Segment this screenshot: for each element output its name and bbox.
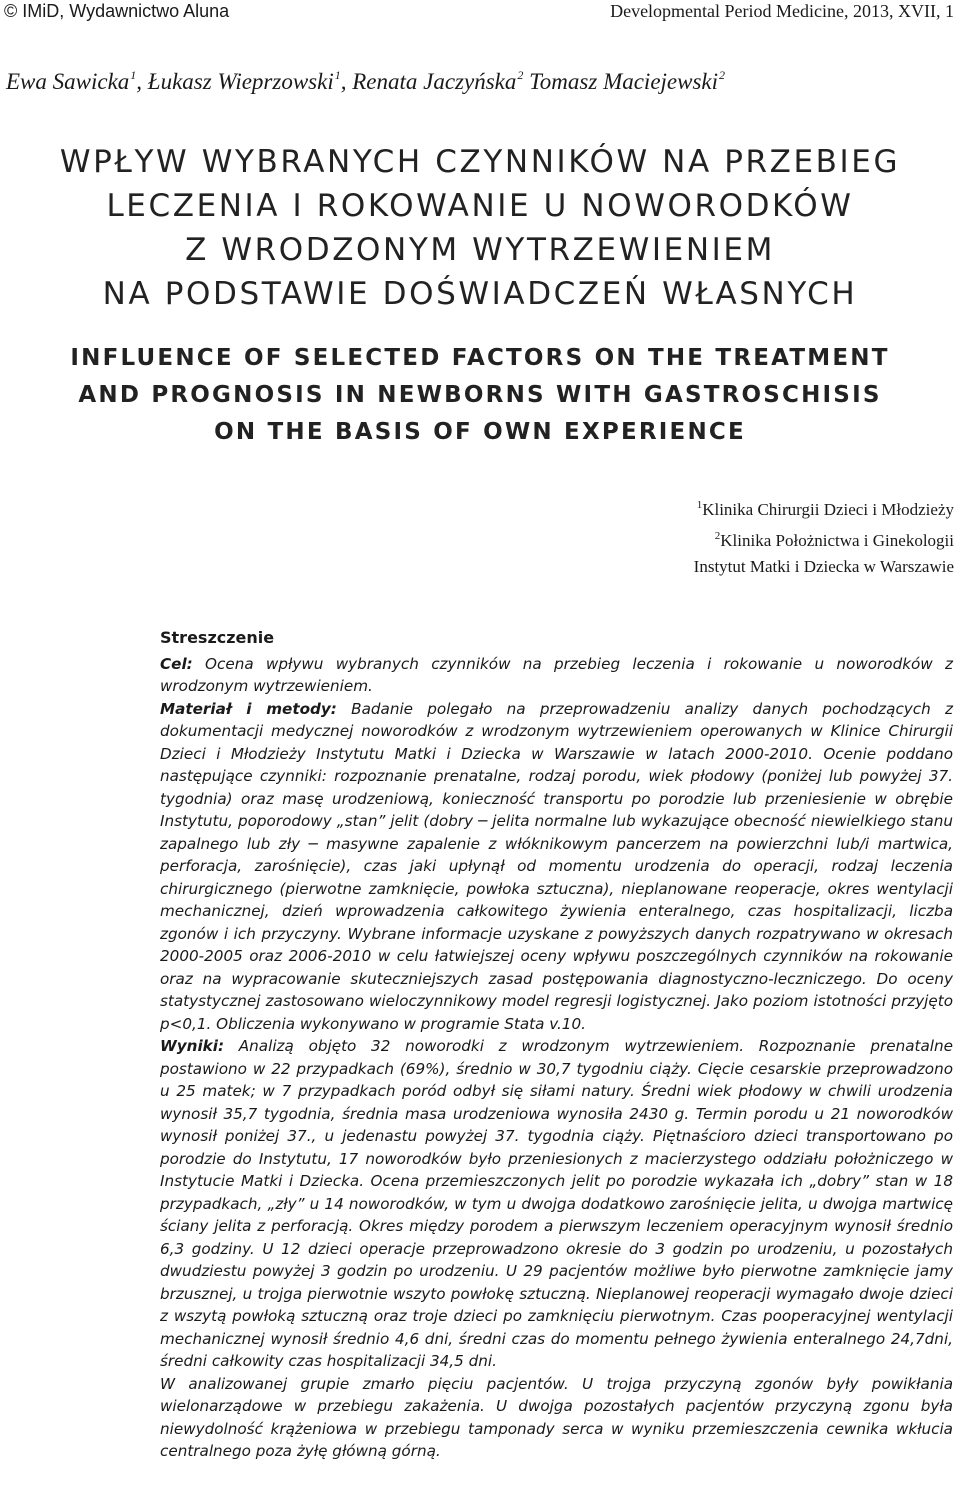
title-line: INFLUENCE OF SELECTED FACTORS ON THE TREATMENT (70, 345, 890, 371)
copyright-notice: © IMiD, Wydawnictwo Aluna (4, 1, 230, 21)
journal-citation: Developmental Period Medicine, 2013, XVII, 1 (610, 1, 954, 21)
abstract (160, 627, 953, 1463)
section-label: Cel: (160, 654, 193, 673)
author: Ewa Sawicka$^1$, (6, 68, 148, 94)
title-english (0, 340, 960, 451)
section-label: Wyniki: (160, 1037, 225, 1055)
author-list (6, 68, 725, 95)
affiliation: $^2$Klinika Położnictwa i Ginekologii (714, 530, 954, 550)
title-line: LECZENIA I ROKOWANIE U NOWORODKÓW (106, 188, 854, 224)
affiliation: $^1$Klinika Chirurgii Dzieci i Młodzieży (696, 499, 954, 519)
abstract-aim: Cel: Ocena wpływu wybranych czynników na przebieg leczenia i rokowanie u noworodków z wrodzonym wytrzewieniem. (160, 654, 953, 695)
section-label: Materiał i metody: (160, 699, 337, 718)
affiliation: Instytut Matki i Dziecka w Warszawie (693, 557, 954, 576)
author: Tomasz Maciejewski$^2$ (529, 68, 726, 94)
abstract-results: Wyniki: Analizą objęto 32 noworodki z wrodzonym wytrzewieniem. Rozpoznanie prenatalne postawiono w 22 przypadkach (69%), średnio w 30,7 tygodniu ciąży. Cięcie cesarskie przeprowadzono u 25 matek; w 7 przypadkach poród odbył się siłami natury. Średni wiek płodowy w chwili urodzenia wynosił 35,7 tygodnia, średnia masa urodzeniowa wynosiła 2430 g. Termin porodu u 21 noworodków wynosił poniżej 37., u jedenastu powyżej 37. tygodnia ciąży. Piętnaścioro dzieci transportowano po porodzie do Instytutu, 17 noworodków było przeniesionych z macierzystego oddziału położniczego w Instytucie Matki i Dziecka. Ocena przemieszczonych jelit po porodzie wykazała ich „dobry” stan w 18 przypadkach, „zły” u 14 noworodków, w tym u dwojga dodatkowo zarośnięcie jelita, u dwojga martwicę ściany jelita z perforacją. Okres między porodem a pierwszym leczeniem operacyjnym wynosił średnio 6,3 godziny. U 12 dzieci operacje przeprowadzono okresie do 3 godzin po urodzeniu, u pozostałych dwudziestu powyżej 3 godzin po urodzeniu. U 29 pacjentów możliwe było pierwotne zamknięcie jamy brzusznej, u trojga pierwotnie wszyto powłokę sztuczną. Nieplanowej reoperacji wymagało dwoje dzieci z wszytą powłoką sztuczną oraz troje dzieci po zamknięciu pierwotnym. Czas pooperacyjnej wentylacji mechanicznej wynosił średnio 4,6 dni, średni czas do momentu pełnego żywienia enteralnego 24,7dni, średni całkowity czas hospitalizacji 34,5 dni. (160, 1037, 953, 1370)
title-polish (0, 140, 960, 316)
abstract-deaths: W analizowanej grupie zmarło pięciu pacjentów. U trojga przyczyną zgonów były powikłania wielonarządowe w przebiegu zakażenia. U dwojga pozostałych pacjentów przyczyną zgonu była niewydolność krążeniowa w przebiegu tamponady serca w wyniku przemieszczenia cewnika wkłucia centralnego poza żyłę główną górną. (160, 1374, 953, 1460)
abstract-methods: Materiał i metody: Badanie polegało na przeprowadzeniu analizy danych pochodzących z dokumentacji medycznej noworodków z wrodzonym wytrzewieniem operowanych w Klinice Chirurgii Dzieci i Młodzieży Instytutu Matki i Dziecka w Warszawie w latach 2000-2010. Ocenie poddano następujące czynniki: rozpoznanie prenatalne, rodzaj porodu, wiek płodowy (poniżej lub powyżej 37. tygodnia) oraz masę urodzeniową, konieczność transportu po porodzie lub przeniesienie w obrębie Instytutu, poporodowy „stan” jelit (dobry ─ jelita normalne lub wykazujące obecność niewielkiego stanu zapalnego lub zły ─ masywne zapalenie z włóknikowym pancerzem na powierzchni lub/i martwica, perforacja, zarośnięcie), czas jaki upłynął od momentu urodzenia do operacji, rodzaj leczenia chirurgicznego (pierwotne zamknięcie, powłoka sztuczna), nieplanowane reoperacje, okres wentylacji mechanicznej, dzień wprowadzenia całkowitego żywienia enteralnego, czas hospitalizacji, liczba zgonów i ich przyczyny. Wybrane informacje uzyskane z powyższych danych rozpatrywano w okresach 2000-2005 oraz 2006-2010 w celu łatwiejszej oceny wpływu poszczególnych czynników na rokowanie oraz na wypracowanie skuteczniejszych zasad postępowania diagnostyczno-leczniczego. Do oceny statystycznej zastosowano wieloczynnikowy model regresji logistycznej. Jako poziom istotności przyjęto p<0,1. Obliczenia wykonywano w programie Stata v.10. (160, 699, 954, 1033)
author: Renata Jaczyńska$^2$ (352, 68, 524, 94)
title-line: WPŁYW WYBRANYCH CZYNNIKÓW NA PRZEBIEG (59, 144, 901, 180)
title-line: AND PROGNOSIS IN NEWBORNS WITH GASTROSCHISIS (78, 382, 882, 408)
abstract-heading: Streszczenie (160, 628, 275, 647)
title-line: ON THE BASIS OF OWN EXPERIENCE (214, 419, 746, 445)
title-line: NA PODSTAWIE DOŚWIADCZEŃ WŁASNYCH (102, 276, 858, 312)
affiliations (694, 492, 954, 580)
author: Łukasz Wieprzowski$^1$, (147, 68, 353, 94)
page-header (0, 0, 960, 24)
title-line: Z WRODZONYM WYTRZEWIENIEM (185, 232, 775, 268)
